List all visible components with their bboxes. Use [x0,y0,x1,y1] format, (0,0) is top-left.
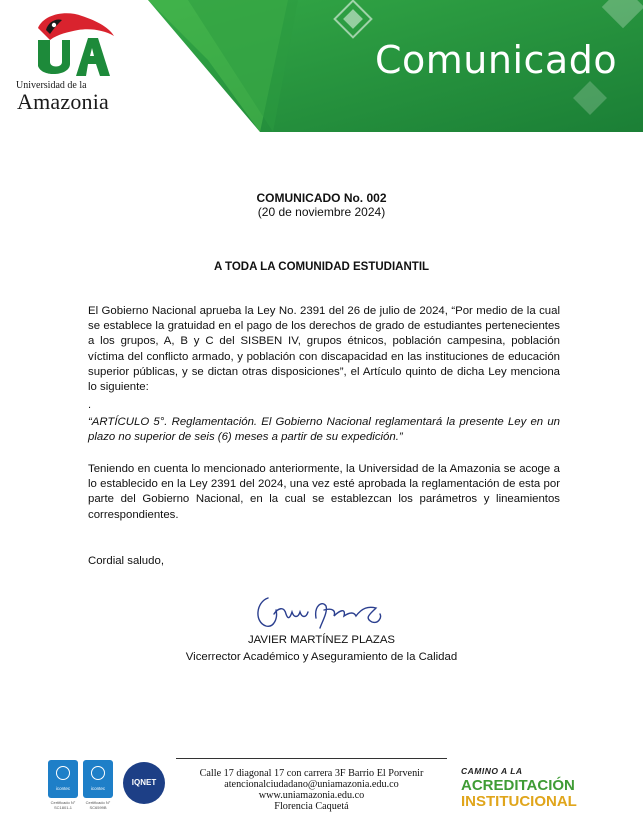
letterhead [0,0,643,135]
accreditation-line3: INSTITUCIONAL [461,793,577,810]
certification-badges [46,758,176,818]
certification-seal-icon [91,766,105,780]
accreditation-line2: ACREDITACIÓN [461,777,575,794]
banner-title: Comunicado [375,38,618,82]
accreditation-line1: CAMINO A LA [461,766,523,776]
handwritten-signature-icon [250,588,390,634]
footer-address [176,768,447,812]
badge-caption: Certificado N° SC6599B [85,800,111,810]
icontec-badge-1 [48,760,78,798]
address-website[interactable]: www.uniamazonia.edu.co [258,790,365,801]
separator-dot: . [88,399,92,411]
icontec-badge-2 [83,760,113,798]
iqnet-badge: IQNET [123,762,165,804]
signer-name: JAVIER MARTÍNEZ PLAZAS [247,634,396,646]
signer-role: Vicerrector Académico y Aseguramiento de la Calidad [185,651,458,663]
university-logo [14,10,134,114]
closing-greeting: Cordial saludo, [88,555,164,567]
toucan-logo-icon [32,10,116,80]
badge-label: icontec [55,786,71,791]
badge-caption: Certificado N° SC1801-1 [50,800,76,810]
address-city: Florencia Caquetá [274,801,349,812]
logo-university-text: Universidad de la [16,80,87,91]
communique-number: COMUNICADO No. 002 [256,191,387,205]
logo-amazonia-text: Amazonia [17,89,110,114]
communique-date: (20 de noviembre 2024) [257,205,386,219]
certification-seal-icon [56,766,70,780]
paragraph-university-position: Teniendo en cuenta lo mencionado anteriormente, la Universidad de la Amazonia se acoge a lo establecido en la Ley 2391 del 2024, una vez esté aprobada la reglamentación de esta por parte del Gobierno Nacional, en la cual se establezcan los parámetros y lineamientos correspondientes. [88,463,560,521]
paragraph-law-intro: El Gobierno Nacional aprueba la Ley No. 2391 del 26 de julio de 2024, “Por medio de la cual se establece la gratuidad en el pago de los derechos de grado de estudiantes pertenecientes a los grupos, A, B y C del SISBEN IV, grupos étnicos, población campesina, población víctima del conflicto armado, y población con discapacidad en las instituciones de educación superior públicas, y se dictan otras disposiciones”, el Artículo quinto de dicha Ley menciona lo siguiente: [88,305,560,394]
audience-heading: A TODA LA COMUNIDAD ESTUDIANTIL [213,261,430,273]
footer-divider [176,758,447,759]
accreditation-logo [461,766,577,810]
quoted-article: “ARTÍCULO 5°. Reglamentación. El Gobierno Nacional reglamentará la presente Ley en un plazo no superior de seis (6) meses a partir de su expedición.” [88,416,560,444]
address-street: Calle 17 diagonal 17 con carrera 3F Barrio El Porvenir [199,768,424,779]
badge-label: icontec [90,786,106,791]
address-email[interactable]: atencionalciudadano@uniamazonia.edu.co [224,779,399,790]
